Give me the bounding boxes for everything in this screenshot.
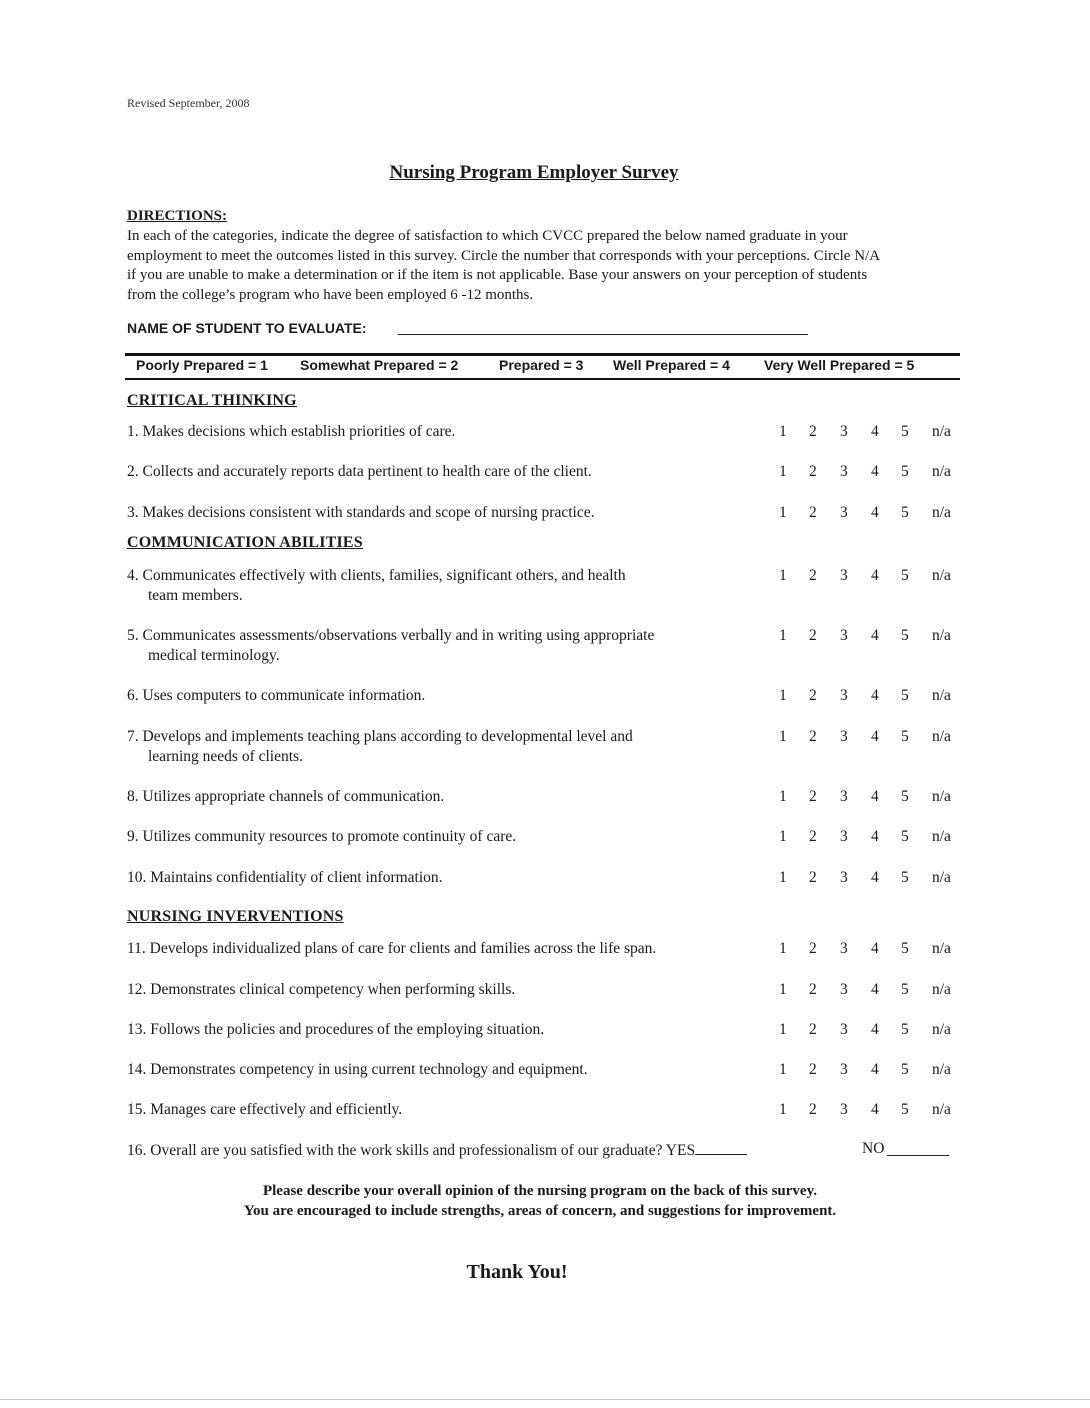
closing-instruction-1: Please describe your overall opinion of the nursing program on the back of this survey.: [262, 1183, 818, 1199]
student-name-label: NAME OF STUDENT TO EVALUATE:: [127, 320, 367, 336]
section-nursing-interventions: NURSING INVERVENTIONS: [127, 908, 344, 925]
question-line: 9. Utilizes community resources to promote continuity of care.: [127, 828, 517, 845]
rating-option-1[interactable]: 1: [779, 423, 787, 440]
rating-option-na[interactable]: n/a: [932, 627, 951, 644]
scale-poorly: Poorly Prepared = 1: [136, 357, 268, 373]
rating-option-4[interactable]: 4: [871, 423, 879, 440]
section-communication: COMMUNICATION ABILITIES: [127, 534, 363, 551]
rating-option-1[interactable]: 1: [779, 627, 787, 644]
rating-option-na[interactable]: n/a: [932, 828, 951, 845]
question-text: [127, 566, 747, 606]
rating-option-1[interactable]: 1: [779, 687, 787, 704]
question-16-text: 16. Overall are you satisfied with the work skills and professionalism of our graduate? YES: [127, 1142, 696, 1159]
rating-option-5[interactable]: 5: [901, 463, 909, 480]
rating-option-4[interactable]: 4: [871, 687, 879, 704]
question-line: 1. Makes decisions which establish priorities of care.: [127, 423, 456, 440]
rating-option-2[interactable]: 2: [809, 728, 817, 745]
question-line: 5. Communicates assessments/observations verbally and in writing using appropriate: [127, 627, 655, 644]
rating-option-2[interactable]: 2: [809, 423, 817, 440]
rating-options: [779, 422, 969, 442]
rating-option-2[interactable]: 2: [809, 567, 817, 584]
scale-somewhat: Somewhat Prepared = 2: [300, 357, 459, 373]
rating-option-5[interactable]: 5: [901, 567, 909, 584]
rating-option-3[interactable]: 3: [840, 627, 848, 644]
rating-option-4[interactable]: 4: [871, 627, 879, 644]
question-text: [127, 1060, 747, 1080]
question-line: 13. Follows the policies and procedures of the employing situation.: [127, 1021, 545, 1038]
rating-option-1[interactable]: 1: [779, 1021, 787, 1038]
rating-option-na[interactable]: n/a: [932, 423, 951, 440]
rating-option-1[interactable]: 1: [779, 869, 787, 886]
rating-option-2[interactable]: 2: [809, 504, 817, 521]
question-line: 6. Uses computers to communicate information.: [127, 687, 426, 704]
rating-options: [779, 686, 969, 706]
rating-scale-legend: [125, 357, 960, 377]
question-text: [127, 462, 747, 482]
rating-option-5[interactable]: 5: [901, 423, 909, 440]
question-text: [127, 939, 747, 959]
scale-very-well: Very Well Prepared = 5: [764, 357, 915, 373]
rating-option-na[interactable]: n/a: [932, 1061, 951, 1078]
question-text: [127, 827, 747, 847]
question-line: 11. Develops individualized plans of care for clients and families across the life span.: [127, 940, 657, 957]
question-line-continued: medical terminology.: [148, 647, 280, 664]
rating-option-2[interactable]: 2: [809, 869, 817, 886]
rating-option-5[interactable]: 5: [901, 1021, 909, 1038]
rating-option-3[interactable]: 3: [840, 504, 848, 521]
question-line: 2. Collects and accurately reports data pertinent to health care of the client.: [127, 463, 592, 480]
rating-options: [779, 980, 969, 1000]
rating-option-2[interactable]: 2: [809, 463, 817, 480]
rating-option-5[interactable]: 5: [901, 1101, 909, 1118]
scale-bottom-rule: [125, 378, 960, 380]
question-line: 15. Manages care effectively and efficiently.: [127, 1101, 403, 1118]
rating-option-5[interactable]: 5: [901, 981, 909, 998]
rating-option-2[interactable]: 2: [809, 981, 817, 998]
question-text: [127, 727, 747, 767]
page-edge: [0, 1399, 1090, 1400]
page-title: Nursing Program Employer Survey: [389, 162, 679, 183]
question-text: [127, 1020, 747, 1040]
rating-option-3[interactable]: 3: [840, 728, 848, 745]
question-text: [127, 503, 747, 523]
rating-option-4[interactable]: 4: [871, 981, 879, 998]
rating-option-1[interactable]: 1: [779, 828, 787, 845]
rating-option-3[interactable]: 3: [840, 828, 848, 845]
question-line: 7. Develops and implements teaching plans according to developmental level and: [127, 728, 633, 745]
question-text: [127, 1100, 747, 1120]
rating-options: [779, 939, 969, 959]
rating-options: [779, 1060, 969, 1080]
rating-option-na[interactable]: n/a: [932, 687, 951, 704]
question-text: [127, 626, 747, 666]
rating-options: [779, 503, 969, 523]
rating-option-3[interactable]: 3: [840, 687, 848, 704]
rating-option-1[interactable]: 1: [779, 463, 787, 480]
rating-option-4[interactable]: 4: [871, 940, 879, 957]
rating-option-3[interactable]: 3: [840, 567, 848, 584]
rating-option-2[interactable]: 2: [809, 1021, 817, 1038]
rating-option-na[interactable]: n/a: [932, 788, 951, 805]
closing-instruction-2: You are encouraged to include strengths, areas of concern, and suggestions for improvement.: [243, 1203, 837, 1219]
rating-option-3[interactable]: 3: [840, 869, 848, 886]
rating-option-4[interactable]: 4: [871, 1101, 879, 1118]
no-label: NO: [862, 1140, 885, 1157]
rating-option-na[interactable]: n/a: [932, 940, 951, 957]
rating-options: [779, 1020, 969, 1040]
no-blank[interactable]: [887, 1155, 949, 1156]
question-line-continued: learning needs of clients.: [148, 748, 303, 765]
rating-option-4[interactable]: 4: [871, 1061, 879, 1078]
rating-option-5[interactable]: 5: [901, 788, 909, 805]
rating-options: [779, 1100, 969, 1120]
rating-option-2[interactable]: 2: [809, 687, 817, 704]
rating-option-na[interactable]: n/a: [932, 463, 951, 480]
rating-option-na[interactable]: n/a: [932, 981, 951, 998]
rating-option-1[interactable]: 1: [779, 504, 787, 521]
rating-option-na[interactable]: n/a: [932, 567, 951, 584]
question-text: [127, 868, 747, 888]
rating-option-5[interactable]: 5: [901, 1061, 909, 1078]
scale-well: Well Prepared = 4: [613, 357, 730, 373]
directions-text: In each of the categories, indicate the degree of satisfaction to which CVCC prepared the below named graduate in your employment to meet the outcomes listed in this survey. Circle the number that corresponds with your perceptions. Circle N/A if you are unable to make a determination or if the item is not applicable. Base your answers on your perception of students from the college’s program who have been employed 6 -12 months.: [127, 228, 880, 303]
rating-option-na[interactable]: n/a: [932, 869, 951, 886]
rating-options: [779, 787, 969, 807]
rating-option-1[interactable]: 1: [779, 1101, 787, 1118]
rating-option-5[interactable]: 5: [901, 687, 909, 704]
revision-date: Revised September, 2008: [127, 96, 250, 110]
question-16: [127, 1140, 747, 1160]
question-line: 14. Demonstrates competency in using current technology and equipment.: [127, 1061, 588, 1078]
rating-option-5[interactable]: 5: [901, 940, 909, 957]
rating-option-3[interactable]: 3: [840, 940, 848, 957]
directions-heading: DIRECTIONS:: [127, 208, 228, 224]
rating-option-1[interactable]: 1: [779, 981, 787, 998]
rating-option-3[interactable]: 3: [840, 981, 848, 998]
yes-blank[interactable]: [695, 1140, 747, 1155]
question-text: [127, 980, 747, 1000]
rating-option-4[interactable]: 4: [871, 504, 879, 521]
rating-option-5[interactable]: 5: [901, 504, 909, 521]
rating-option-na[interactable]: n/a: [932, 504, 951, 521]
rating-option-5[interactable]: 5: [901, 828, 909, 845]
thank-you: Thank You!: [466, 1261, 568, 1283]
rating-option-1[interactable]: 1: [779, 940, 787, 957]
rating-option-4[interactable]: 4: [871, 1021, 879, 1038]
rating-options: [779, 566, 969, 586]
rating-option-4[interactable]: 4: [871, 567, 879, 584]
question-text: [127, 686, 747, 706]
rating-option-2[interactable]: 2: [809, 1101, 817, 1118]
student-name-field[interactable]: [398, 334, 808, 335]
rating-option-3[interactable]: 3: [840, 788, 848, 805]
question-line: 4. Communicates effectively with clients, families, significant others, and health: [127, 567, 626, 584]
rating-option-1[interactable]: 1: [779, 1061, 787, 1078]
question-line: 12. Demonstrates clinical competency when performing skills.: [127, 981, 516, 998]
scale-prepared: Prepared = 3: [499, 357, 584, 373]
question-line: 8. Utilizes appropriate channels of communication.: [127, 788, 445, 805]
rating-option-2[interactable]: 2: [809, 828, 817, 845]
question-text: [127, 422, 747, 442]
rating-option-5[interactable]: 5: [901, 627, 909, 644]
question-line-continued: team members.: [148, 587, 243, 604]
rating-option-3[interactable]: 3: [840, 1021, 848, 1038]
rating-options: [779, 462, 969, 482]
rating-option-3[interactable]: 3: [840, 1101, 848, 1118]
rating-option-na[interactable]: n/a: [932, 1021, 951, 1038]
rating-option-2[interactable]: 2: [809, 788, 817, 805]
rating-option-4[interactable]: 4: [871, 788, 879, 805]
rating-option-5[interactable]: 5: [901, 869, 909, 886]
rating-option-4[interactable]: 4: [871, 828, 879, 845]
rating-options: [779, 727, 969, 747]
rating-option-1[interactable]: 1: [779, 728, 787, 745]
rating-option-3[interactable]: 3: [840, 463, 848, 480]
rating-option-na[interactable]: n/a: [932, 1101, 951, 1118]
rating-options: [779, 626, 969, 646]
scale-top-rule: [125, 353, 960, 356]
rating-option-na[interactable]: n/a: [932, 728, 951, 745]
question-text: [127, 787, 747, 807]
question-line: 10. Maintains confidentiality of client information.: [127, 869, 443, 886]
rating-option-1[interactable]: 1: [779, 567, 787, 584]
rating-option-3[interactable]: 3: [840, 1061, 848, 1078]
rating-options: [779, 827, 969, 847]
rating-option-2[interactable]: 2: [809, 1061, 817, 1078]
rating-option-4[interactable]: 4: [871, 728, 879, 745]
question-line: 3. Makes decisions consistent with standards and scope of nursing practice.: [127, 504, 595, 521]
rating-option-2[interactable]: 2: [809, 940, 817, 957]
rating-option-3[interactable]: 3: [840, 423, 848, 440]
rating-option-4[interactable]: 4: [871, 869, 879, 886]
rating-option-2[interactable]: 2: [809, 627, 817, 644]
rating-option-4[interactable]: 4: [871, 463, 879, 480]
rating-option-5[interactable]: 5: [901, 728, 909, 745]
section-critical-thinking: CRITICAL THINKING: [127, 392, 297, 409]
rating-option-1[interactable]: 1: [779, 788, 787, 805]
rating-options: [779, 868, 969, 888]
